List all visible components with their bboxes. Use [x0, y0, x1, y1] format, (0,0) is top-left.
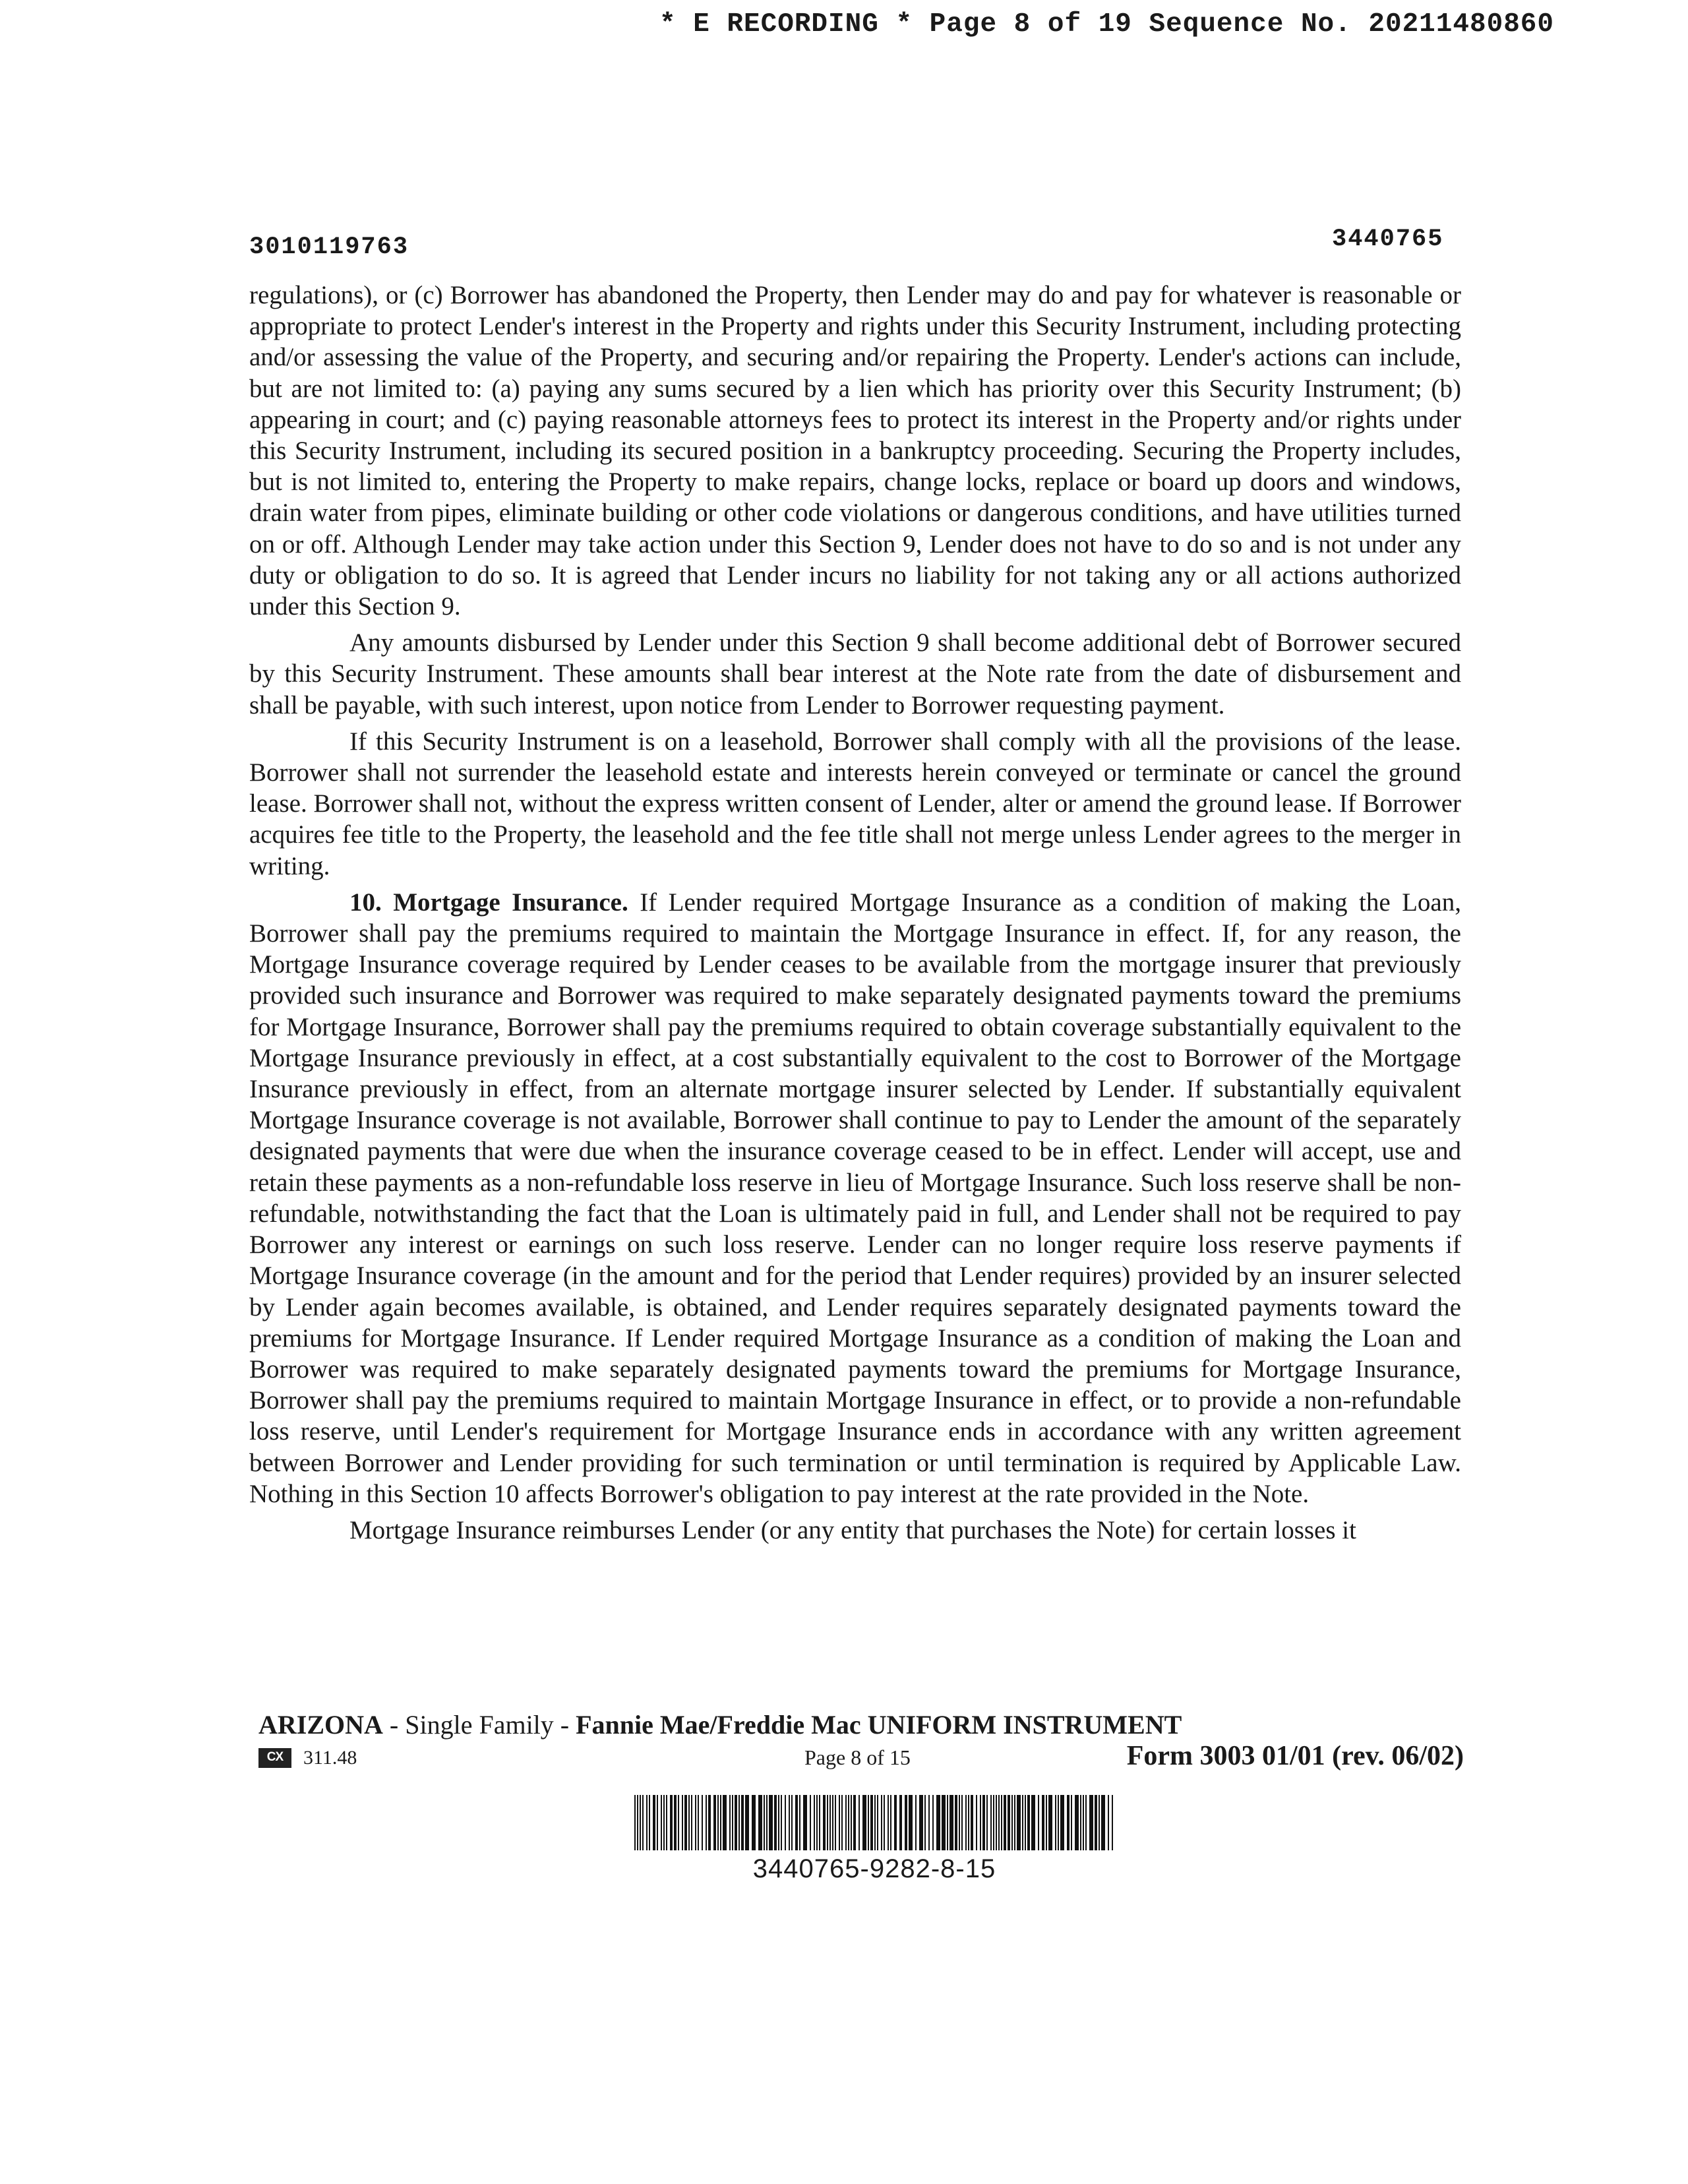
barcode-bar [688, 1795, 690, 1850]
barcode-bar [752, 1795, 756, 1850]
barcode-bar [1055, 1795, 1056, 1850]
footer-instrument: Fannie Mae/Freddie Mac UNIFORM INSTRUMENT [576, 1710, 1182, 1740]
barcode-bar [634, 1795, 636, 1850]
barcode-bar [1067, 1795, 1070, 1850]
barcode-bar [702, 1795, 703, 1850]
barcode-bar [932, 1795, 934, 1850]
barcode-bar [1089, 1795, 1093, 1850]
barcode-bar [670, 1795, 673, 1850]
barcode-bar [663, 1795, 665, 1850]
barcode-bar [881, 1795, 882, 1850]
barcode-bar [853, 1795, 856, 1850]
barcode-bar [947, 1795, 948, 1850]
barcode-bar [996, 1795, 997, 1850]
barcode-bar [868, 1795, 869, 1850]
barcode-bar [888, 1795, 889, 1850]
barcode-bar [1099, 1795, 1100, 1850]
barcode-bar [666, 1795, 667, 1850]
barcode-bar [698, 1795, 699, 1850]
barcode-bar [829, 1795, 831, 1850]
barcode-bar [769, 1795, 773, 1850]
page-number: Page 8 of 15 [804, 1745, 911, 1769]
barcode-bar [1083, 1795, 1084, 1850]
barcode-bar [706, 1795, 707, 1850]
barcode-bar [980, 1795, 981, 1850]
barcode-bar [661, 1795, 662, 1850]
barcode-bar [1085, 1795, 1087, 1850]
barcode-bar [1004, 1795, 1006, 1850]
footer-separator: - Single Family - [382, 1710, 576, 1740]
barcode-bar [1017, 1795, 1021, 1850]
barcode-bar [851, 1795, 852, 1850]
barcode-bar [848, 1795, 849, 1850]
barcode-bar [976, 1795, 977, 1850]
barcode-bar [839, 1795, 840, 1850]
barcode-bar [845, 1795, 847, 1850]
barcode-bar [803, 1795, 807, 1850]
barcode-bar [678, 1795, 679, 1850]
barcode-bar [890, 1795, 891, 1850]
barcode-bar [745, 1795, 749, 1850]
barcode-bar [905, 1795, 907, 1850]
barcode-bar [723, 1795, 727, 1850]
barcode-bar [1080, 1795, 1081, 1850]
barcode-bar [971, 1795, 973, 1850]
barcode-bar [894, 1795, 897, 1850]
barcode-bar [942, 1795, 946, 1850]
barcode-bar [915, 1795, 917, 1850]
paragraph-disbursed-amounts: Any amounts disbursed by Lender under this Section 9 shall become additional debt of Borrower secured by this Security Instrument. These amounts shall bear interest at the Note rate from the date of disbursement and shall be payable, with such interest, upon notice from Lender to Borrower requesting payment. [249, 628, 1461, 719]
form-code-group [258, 1747, 357, 1769]
barcode-bar [1008, 1795, 1010, 1850]
barcode-bar [986, 1795, 988, 1850]
barcode-bar [646, 1795, 648, 1850]
barcode-bar [862, 1795, 866, 1850]
barcode-bar [1058, 1795, 1059, 1850]
barcode-bar [870, 1795, 873, 1850]
barcode-bar [936, 1795, 940, 1850]
barcode-bar [823, 1795, 826, 1850]
paragraph-mortgage-insurance-reimburses: Mortgage Insurance reimburses Lender (or any entity that purchases the Note) for certain losses it [349, 1515, 1356, 1544]
barcode-bar [874, 1795, 876, 1850]
barcode-bar [732, 1795, 733, 1850]
barcode-bar [735, 1795, 737, 1850]
barcode-icon [632, 1795, 1117, 1850]
recording-header: * E RECORDING * Page 8 of 19 Sequence No. 20211480860 [659, 9, 1555, 40]
barcode-bar [814, 1795, 815, 1850]
barcode-bar [1071, 1795, 1072, 1850]
barcode-bar [1011, 1795, 1013, 1850]
barcode-bar [799, 1795, 800, 1850]
barcode-bar [959, 1795, 960, 1850]
barcode-bar [781, 1795, 782, 1850]
form-number: Form 3003 01/01 (rev. 06/02) [1126, 1741, 1464, 1771]
barcode-bar [1031, 1795, 1035, 1850]
barcode-bar [928, 1795, 930, 1850]
barcode-bar [1046, 1795, 1047, 1850]
barcode-bar [695, 1795, 696, 1850]
barcode-bar [789, 1795, 790, 1850]
barcode-bar [1025, 1795, 1026, 1850]
barcode-bar [1075, 1795, 1079, 1850]
paragraph-section-9-continued: regulations), or (c) Borrower has abandoned the Property, then Lender may do and pay for whatever is reasonable or appropriate to protect Lender's interest in the Property and rights under this Security Instrument, including protecting and/or assessing the value of the Property, and securing and/or repairing the Property. Lender's actions can include, but are not limited to: (a) paying any sums secured by a lien which has priority over this Security Instrument; (b) appearing in court; and (c) paying reasonable attorneys fees to protect its interest in the Property and/or rights under this Security Instrument, including its secured position in a bankruptcy proceeding. Securing the Property includes, but is not limited to, entering the Property to make repairs, change locks, replace or board up doors and windows, drain water from pipes, eliminate building or other code violations or dangerous conditions, and have utilities turned on or off. Although Lender may take action under this Section 9, Lender does not have to do so and is not under any duty or obligation to do so. It is agreed that Lender incurs no liability for not taking any or all actions authorized under this Section 9. [249, 281, 1461, 621]
barcode-bar [791, 1795, 793, 1850]
barcode-bar [1112, 1795, 1113, 1850]
barcode-bar [955, 1795, 957, 1850]
barcode-bar [810, 1795, 811, 1850]
document-body [249, 280, 1461, 1546]
barcode-bar [816, 1795, 818, 1850]
barcode-bar [998, 1795, 1000, 1850]
barcode-bar [774, 1795, 777, 1850]
footer-title [258, 1709, 1464, 1740]
barcode-bar [1022, 1795, 1023, 1850]
barcode-bar [832, 1795, 833, 1850]
barcode-bar [778, 1795, 779, 1850]
barcode-bar [968, 1795, 969, 1850]
section-10-text: If Lender required Mortgage Insurance as a condition of making the Loan, Borrower shall pay the premiums required to maintain the Mortgage Insurance in effect. If, for any reason, the Mortgage Insurance coverage required by Lender ceases to be available from the mortgage insurer that previously provided such insurance and Borrower was required to make separately designated payments toward the premiums for Mortgage Insurance, Borrower shall pay the premiums required to obtain coverage substantially equivalent to the Mortgage Insurance previously in effect, at a cost substantially equivalent to the cost to Borrower of the Mortgage Insurance previously in effect, from an alternate mortgage insurer selected by Lender. If substantially equivalent Mortgage Insurance coverage is not available, Borrower shall continue to pay to Lender the amount of the separately designated payments that were due when the insurance coverage ceased to be in effect. Lender will accept, use and retain these payments as a non-refundable loss reserve in lieu of Mortgage Insurance. Such loss reserve shall be non-refundable, notwithstanding the fact that the Loan is ultimately paid in full, and Lender shall not be required to pay Borrower any interest or earnings on such loss reserve. Lender can no longer require loss reserve payments if Mortgage Insurance coverage (in the amount and for the period that Lender requires) provided by an insurer selected by Lender again becomes available, is obtained, and Lender requires separately designated payments toward the premiums for Mortgage Insurance. If Lender required Mortgage Insurance as a condition of making the Loan and Borrower was required to make separately designated payments toward the premiums for Mortgage Insurance, Borrower shall pay the premiums required to maintain Mortgage Insurance in effect, or to provide a non-refundable loss reserve, until Lender's requirement for Mortgage Insurance ends in accordance with any written agreement between Borrower and Lender providing for such termination or until termination is required by Applicable Law. Nothing in this Section 10 affects Borrower's obligation to pay interest at the rate provided in the Note. [249, 888, 1461, 1508]
barcode-bar [899, 1795, 902, 1850]
barcode-bar [993, 1795, 994, 1850]
barcode-bar [766, 1795, 768, 1850]
loan-number-left: 3010119763 [249, 233, 409, 261]
barcode-bar [657, 1795, 658, 1850]
barcode-bar [738, 1795, 740, 1850]
barcode-bar [919, 1795, 923, 1850]
barcode-bar [717, 1795, 719, 1850]
form-code: 311.48 [303, 1747, 357, 1769]
barcode-bar [961, 1795, 963, 1850]
barcode-bar [674, 1795, 677, 1850]
footer-state: ARIZONA [258, 1710, 383, 1740]
barcode-bar [841, 1795, 843, 1850]
barcode-block [632, 1795, 1117, 1884]
barcode-bar [1038, 1795, 1039, 1850]
barcode-bar [637, 1795, 638, 1850]
section-10-heading: 10. Mortgage Insurance. [349, 888, 628, 917]
loan-number-right: 3440765 [1332, 226, 1444, 253]
barcode-bar [640, 1795, 641, 1850]
barcode-bar [990, 1795, 992, 1850]
barcode-bar [1095, 1795, 1097, 1850]
barcode-bar [729, 1795, 731, 1850]
barcode-bar [720, 1795, 721, 1850]
barcode-bar [1042, 1795, 1044, 1850]
barcode-bar [965, 1795, 967, 1850]
barcode-bar [1027, 1795, 1030, 1850]
barcode-bar [950, 1795, 953, 1850]
barcode-bar [877, 1795, 878, 1850]
barcode-bar [653, 1795, 655, 1850]
barcode-bar [835, 1795, 836, 1850]
barcode-bar [859, 1795, 860, 1850]
barcode-bar [1060, 1795, 1064, 1850]
barcode-bar [682, 1795, 683, 1850]
barcode-bar [1014, 1795, 1015, 1850]
barcode-bar [924, 1795, 926, 1850]
barcode-bar [713, 1795, 716, 1850]
barcode-bar [758, 1795, 762, 1850]
barcode-bar [741, 1795, 744, 1850]
barcode-bar [982, 1795, 985, 1850]
barcode-bar [684, 1795, 687, 1850]
barcode-bar [819, 1795, 820, 1850]
paragraph-leasehold: If this Security Instrument is on a leasehold, Borrower shall comply with all the provisions of the lease. Borrower shall not surrender the leasehold estate and interests herein conveyed or terminate or cancel the ground lease. Borrower shall not, without the express written consent of Lender, alter or amend the ground lease. If Borrower acquires fee title to the Property, the leasehold and the fee title shall not merge unless Lender agrees to the merger in writing. [249, 727, 1461, 880]
footer-details [258, 1742, 1464, 1778]
barcode-bar [795, 1795, 798, 1850]
paragraph-section-10 [249, 887, 1461, 1509]
barcode-text: 3440765-9282-8-15 [752, 1854, 996, 1883]
barcode-bar [642, 1795, 644, 1850]
barcode-bar [649, 1795, 650, 1850]
barcode-bar [708, 1795, 711, 1850]
barcode-bar [1101, 1795, 1105, 1850]
barcode-bar [764, 1795, 765, 1850]
barcode-bar [1001, 1795, 1002, 1850]
barcode-bar [884, 1795, 885, 1850]
barcode-bar [1048, 1795, 1052, 1850]
form-footer [258, 1709, 1464, 1778]
barcode-bar [691, 1795, 692, 1850]
barcode-bar [909, 1795, 913, 1850]
barcode-bar [1108, 1795, 1109, 1850]
barcode-bar [785, 1795, 786, 1850]
barcode-bar [827, 1795, 828, 1850]
vendor-logo-icon: CX [258, 1748, 291, 1768]
